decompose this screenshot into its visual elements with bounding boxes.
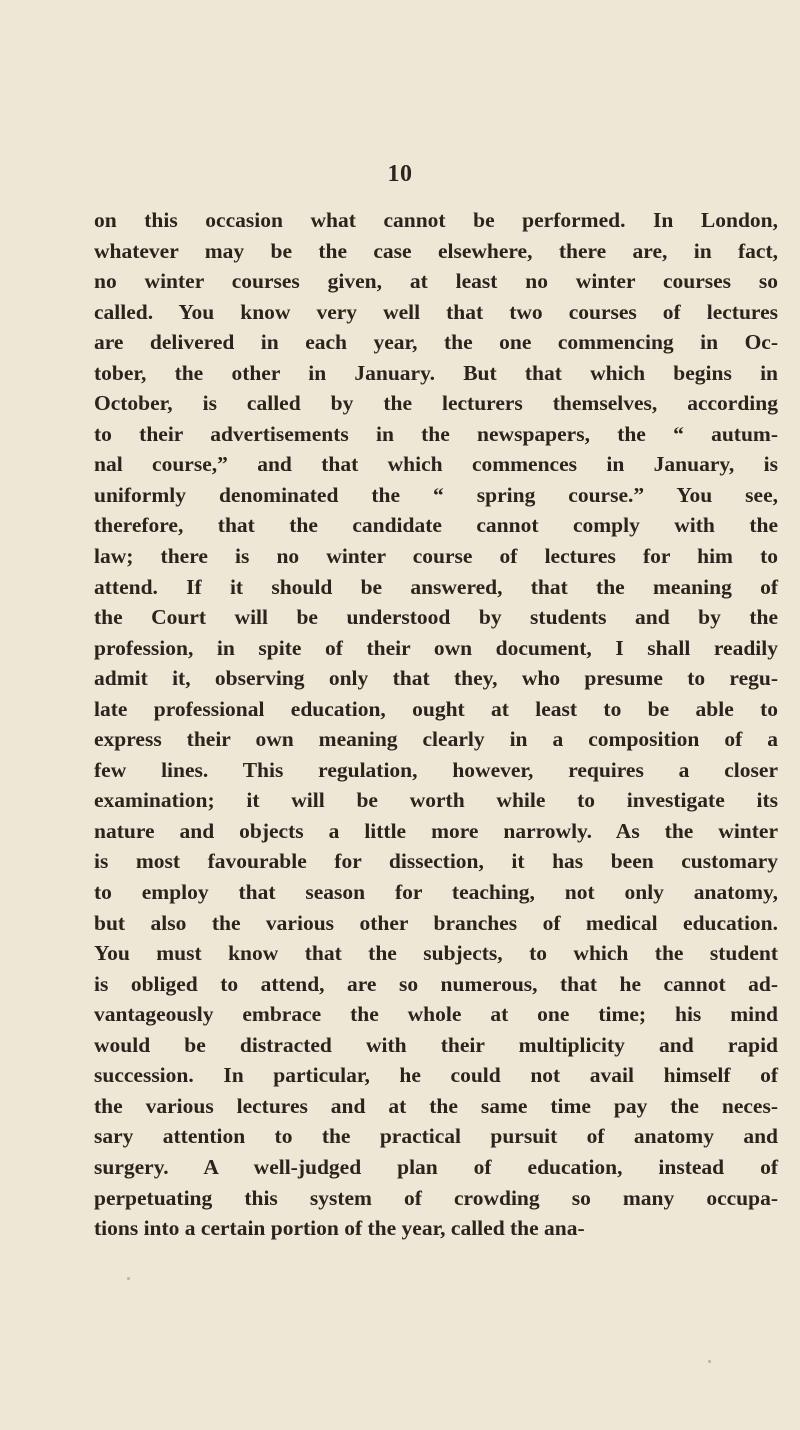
text-line: few lines. This regulation, however, requires a closer [94, 757, 778, 782]
text-line: therefore, that the candidate cannot comply with the [94, 513, 778, 538]
text-line: vantageously embrace the whole at one time; his mind [94, 1002, 778, 1027]
text-line: profession, in spite of their own document, I shall readily [94, 635, 778, 660]
text-line: admit it, observing only that they, who presume to regu- [94, 666, 778, 691]
text-line: are delivered in each year, the one commencing in Oc- [94, 330, 778, 355]
text-line: to employ that season for teaching, not only anatomy, [94, 880, 778, 905]
text-line: law; there is no winter course of lectures for him to [94, 544, 778, 569]
text-line: succession. In particular, he could not avail himself of [94, 1063, 778, 1088]
text-line: October, is called by the lecturers themselves, according [94, 391, 778, 416]
text-line: express their own meaning clearly in a composition of a [94, 727, 778, 752]
text-line: sary attention to the practical pursuit of anatomy and [94, 1124, 778, 1149]
text-line: tions into a certain portion of the year, called the ana- [94, 1216, 585, 1241]
text-line: surgery. A well-judged plan of education, instead of [94, 1154, 778, 1179]
text-line: but also the various other branches of medical education. [94, 910, 778, 935]
text-line: late professional education, ought at least to be able to [94, 696, 778, 721]
text-line: called. You know very well that two courses of lectures [94, 299, 778, 324]
text-line: is obliged to attend, are so numerous, that he cannot ad- [94, 971, 778, 996]
text-line: is most favourable for dissection, it has been customary [94, 849, 778, 874]
text-line: whatever may be the case elsewhere, there are, in fact, [94, 238, 778, 263]
text-line: uniformly denominated the “ spring course.” You see, [94, 482, 778, 507]
text-line: no winter courses given, at least no winter courses so [94, 269, 778, 294]
text-line: nal course,” and that which commences in January, is [94, 452, 778, 477]
text-line: would be distracted with their multiplicity and rapid [94, 1032, 778, 1057]
text-line: on this occasion what cannot be performed. In London, [94, 208, 778, 232]
text-line: the Court will be understood by students and by the [94, 605, 778, 630]
text-line: perpetuating this system of crowding so many occupa- [94, 1185, 778, 1210]
text-line: to their advertisements in the newspapers, the “ autum- [94, 421, 778, 446]
text-line: nature and objects a little more narrowly. As the winter [94, 818, 778, 843]
text-line: tober, the other in January. But that which begins in [94, 360, 778, 385]
text-line: attend. If it should be answered, that the meaning of [94, 574, 778, 599]
text-line: You must know that the subjects, to which the student [94, 941, 778, 966]
text-line: the various lectures and at the same time pay the neces- [94, 1093, 778, 1118]
page-number: 10 [387, 161, 413, 187]
text-line: examination; it will be worth while to investigate its [94, 788, 778, 813]
body-text [94, 205, 794, 1244]
paper-speck [127, 1277, 130, 1280]
paper-speck [708, 1360, 711, 1363]
